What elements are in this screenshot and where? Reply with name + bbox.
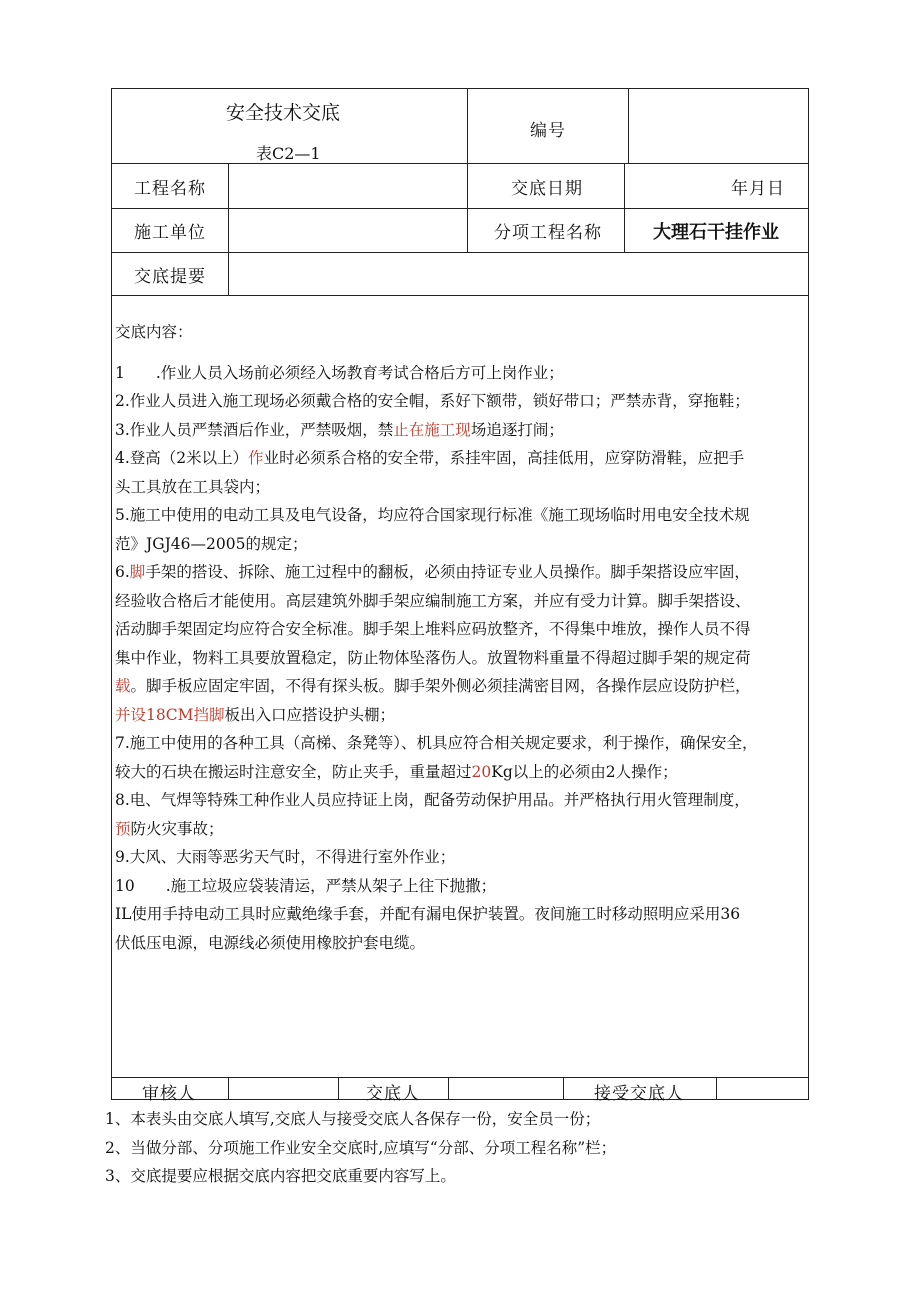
content-text: 防火灾事故；	[130, 819, 224, 838]
content-items	[115, 359, 805, 958]
content-text: 5.施工中使用的电动工具及电气设备，均应符合国家现行标准《施工现场临时用电安全技术规	[115, 506, 750, 524]
summary-label: 交底提要	[134, 267, 206, 287]
highlighted-text: 作	[248, 449, 264, 467]
highlighted-text: 20	[471, 762, 492, 781]
row-divider	[111, 208, 809, 209]
content-line	[115, 929, 805, 958]
subproject-field[interactable]: 大理石干挂作业	[653, 222, 779, 243]
content-line	[115, 416, 805, 445]
content-text: 头工具放在工具袋内；	[115, 477, 271, 496]
content-text: 8.电、气焊等特殊工种作业人员应持证上岗，配备劳动保护用品。并严格执行用火管理制度，	[115, 791, 750, 809]
content-line	[115, 501, 805, 530]
highlighted-text: 预	[115, 819, 131, 838]
content-text: 板出入口应搭设护头棚；	[224, 705, 395, 724]
col-divider	[467, 88, 468, 208]
col-divider	[338, 1077, 339, 1100]
content-line	[115, 530, 805, 559]
note-line: 2、当做分部、分项施工作业安全交底时,应填写“分部、分项工程名称”栏；	[105, 1138, 617, 1157]
project-name-label: 工程名称	[134, 179, 206, 199]
row-divider	[111, 163, 809, 164]
content-text: IL使用手持电动工具时应戴绝缘手套，并配有漏电保护装置。夜间施工时移动照明应采用36	[115, 905, 741, 923]
content-text: 业时必须系合格的安全带，系挂牢固，高挂低用，应穿防滑鞋，应把手	[263, 449, 745, 467]
content-line	[115, 387, 805, 416]
content-text: Kg以上的必须由2人操作；	[491, 762, 678, 781]
col-divider	[628, 88, 629, 163]
content-heading: 交底内容：	[115, 323, 193, 341]
col-divider	[448, 1077, 449, 1100]
number-label: 编号	[530, 121, 566, 141]
content-text: 6.	[115, 563, 130, 581]
content-line	[115, 843, 805, 872]
note-line: 1、本表头由交底人填写,交底人与接受交底人各保存一份，安全员一份；	[105, 1110, 601, 1128]
receiver-label: 接受交底人	[594, 1084, 684, 1104]
content-text: 较大的石块在搬运时注意安全，防止夹手，重量超过	[115, 762, 472, 781]
contractor-field[interactable]	[236, 218, 456, 242]
content-line	[115, 587, 805, 616]
summary-field[interactable]	[236, 262, 796, 286]
col-divider	[624, 163, 625, 252]
content-text: 7.施工中使用的各种工具（高梯、条凳等）、机具应符合相关规定要求，利于操作，确保安全，	[115, 734, 758, 752]
disclosure-content	[115, 318, 805, 957]
content-line	[115, 701, 805, 730]
discloser-label: 交底人	[366, 1084, 420, 1104]
row-divider	[111, 295, 809, 296]
discloser-field[interactable]	[452, 1079, 557, 1099]
col-divider	[716, 1077, 717, 1100]
reviewer-label: 审核人	[142, 1084, 196, 1104]
content-line	[115, 473, 805, 502]
number-field[interactable]	[640, 116, 800, 140]
form-code: 表C2—1	[256, 144, 321, 163]
project-name-field[interactable]	[236, 174, 456, 198]
row-divider	[111, 252, 809, 253]
content-line	[115, 786, 805, 815]
content-text: 9.大风、大雨等恶劣天气时，不得进行室外作业；	[115, 848, 456, 866]
content-text: 手架的搭设、拆除、施工过程中的翻板，必须由持证专业人员操作。脚手架搭设应牢固，	[145, 563, 750, 581]
content-text: 3.作业人员严禁酒后作业，严禁吸烟，禁	[115, 420, 394, 439]
content-text: 活动脚手架固定均应符合安全标准。脚手架上堆料应码放整齐，不得集中堆放，操作人员不得	[115, 620, 751, 638]
content-line	[115, 615, 805, 644]
content-text: 场追逐打闹；	[470, 420, 564, 439]
content-text: 集中作业，物料工具要放置稳定，防止物体坠落伤人。放置物料重量不得超过脚手架的规定荷	[115, 648, 751, 667]
content-line	[115, 672, 805, 701]
content-text: 10 .施工垃圾应袋装清运，严禁从架子上往下抛撒；	[115, 876, 497, 895]
content-text: 4.登高（2米以上）	[115, 449, 249, 467]
reviewer-field[interactable]	[232, 1079, 332, 1099]
highlighted-text: 脚	[129, 563, 146, 581]
row-divider	[111, 1077, 809, 1078]
content-line	[115, 558, 805, 587]
content-line	[115, 815, 805, 844]
content-line	[115, 359, 805, 388]
highlighted-text: 止在施工现	[393, 420, 471, 439]
content-line	[115, 758, 805, 787]
content-text: 2.作业人员进入施工现场必须戴合格的安全帽，系好下额带，锁好带口；严禁赤背，穿拖鞋；	[115, 392, 750, 410]
col-divider	[467, 208, 468, 252]
col-divider	[228, 163, 229, 295]
highlighted-text: 载	[115, 677, 131, 695]
note-line: 3、交底提要应根据交底内容把交底重要内容写上。	[105, 1167, 456, 1185]
content-text: 1 .作业人员入场前必须经入场教育考试合格后方可上岗作业；	[115, 363, 564, 382]
contractor-label: 施工单位	[134, 223, 206, 243]
form-notes	[105, 1105, 616, 1191]
content-line	[115, 872, 805, 901]
content-line	[115, 644, 805, 673]
date-field[interactable]: 年月日	[731, 179, 785, 199]
content-text: 经验收合格后才能使用。高层建筑外脚手架应编制施工方案，并应有受力计算。脚手架搭设、	[115, 591, 751, 610]
content-line	[115, 900, 805, 929]
content-line	[115, 444, 805, 473]
content-text: 范》JGJ46—2005的规定；	[115, 534, 308, 553]
highlighted-text: 并设18CM挡脚	[115, 705, 225, 724]
date-label: 交底日期	[511, 179, 583, 199]
col-divider	[228, 1077, 229, 1100]
subproject-label: 分项工程名称	[494, 223, 602, 243]
col-divider	[563, 1077, 564, 1100]
content-text: 伏低压电源，电源线必须使用橡胶护套电缆。	[115, 933, 426, 952]
form-title: 安全技术交底	[226, 102, 341, 124]
receiver-field[interactable]	[720, 1079, 804, 1099]
content-line	[115, 729, 805, 758]
content-text: 。脚手板应固定牢固，不得有探头板。脚手架外侧必须挂满密目网，各操作层应设防护栏，	[130, 677, 751, 695]
